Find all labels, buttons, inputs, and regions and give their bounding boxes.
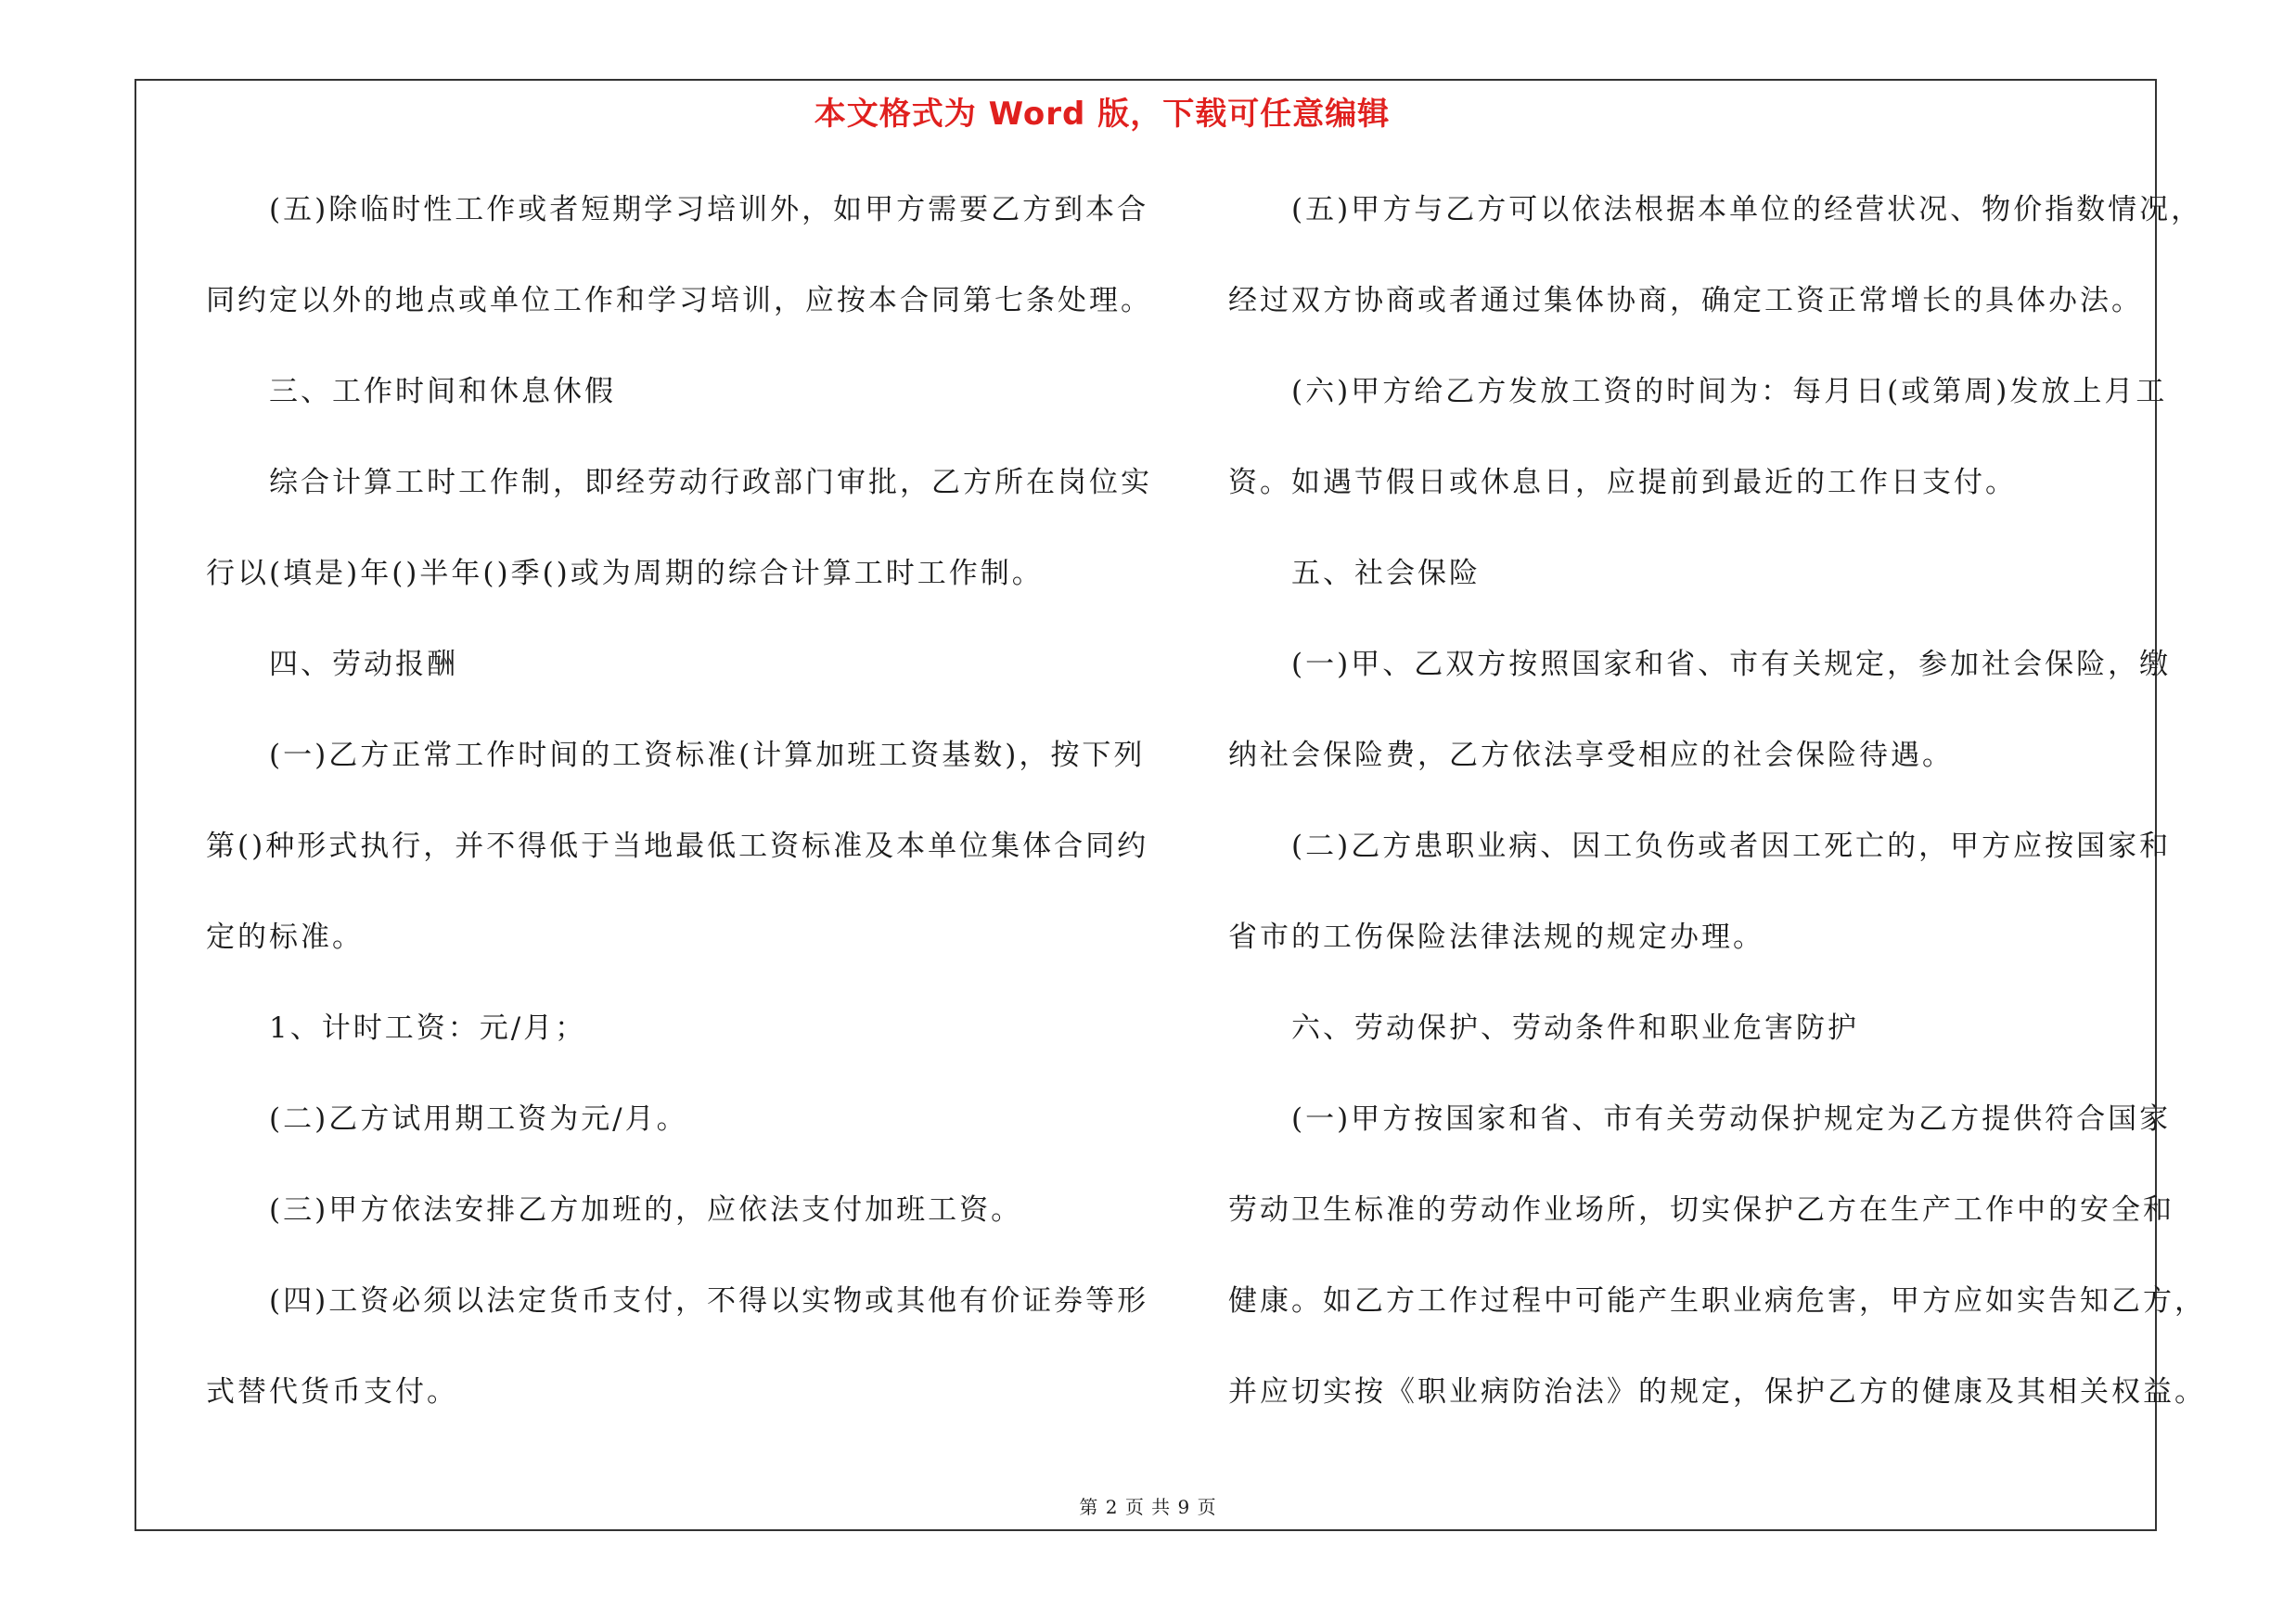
paragraph-line: (五)除临时性工作或者短期学习培训外，如甲方需要乙方到本合 <box>269 193 1149 226</box>
paragraph-line: 行以(填是)年()半年()季()或为周期的综合计算工时工作制。 <box>206 557 1044 590</box>
paragraph-line: 纳社会保险费，乙方依法享受相应的社会保险待遇。 <box>1228 739 1954 772</box>
paragraph-line: 式替代货币支付。 <box>206 1375 458 1409</box>
section-heading: 五、社会保险 <box>1291 557 1481 590</box>
section-heading: 六、劳动保护、劳动条件和职业危害防护 <box>1291 1011 1859 1045</box>
paragraph-line: (四)工资必须以法定货币支付，不得以实物或其他有价证券等形 <box>269 1284 1149 1318</box>
paragraph-line: 资。如遇节假日或休息日，应提前到最近的工作日支付。 <box>1228 466 2017 499</box>
paragraph-line: 第()种形式执行，并不得低于当地最低工资标准及本单位集体合同约 <box>206 830 1149 863</box>
paragraph-line: 省市的工伤保险法律法规的规定办理。 <box>1228 921 1764 954</box>
section-heading: 三、工作时间和休息休假 <box>269 375 616 408</box>
paragraph-line: (五)甲方与乙方可以依法根据本单位的经营状况、物价指数情况， <box>1291 193 2203 226</box>
paragraph-line: 健康。如乙方工作过程中可能产生职业病危害，甲方应如实告知乙方， <box>1228 1284 2206 1318</box>
format-notice-banner: 本文格式为 Word 版，下载可任意编辑 <box>814 96 1391 133</box>
paragraph-line: (六)甲方给乙方发放工资的时间为：每月日(或第周)发放上月工 <box>1291 375 2168 408</box>
paragraph-line: (一)甲方按国家和省、市有关劳动保护规定为乙方提供符合国家 <box>1291 1102 2172 1136</box>
paragraph-line: (三)甲方依法安排乙方加班的，应依法支付加班工资。 <box>269 1193 1023 1227</box>
paragraph-line: 综合计算工时工作制，即经劳动行政部门审批，乙方所在岗位实 <box>269 466 1152 499</box>
paragraph-line: 定的标准。 <box>206 921 364 954</box>
page-number: 第 2 页 共 9 页 <box>1079 1496 1217 1518</box>
paragraph-line: 并应切实按《职业病防治法》的规定，保护乙方的健康及其相关权益。 <box>1228 1375 2206 1409</box>
paragraph-line: 同约定以外的地点或单位工作和学习培训，应按本合同第七条处理。 <box>206 284 1152 317</box>
paragraph-line: (二)乙方试用期工资为元/月。 <box>269 1102 688 1136</box>
paragraph-line: (一)甲、乙双方按照国家和省、市有关规定，参加社会保险，缴 <box>1291 648 2172 681</box>
paragraph-line: 1、计时工资：元/月； <box>269 1011 587 1045</box>
paragraph-line: 劳动卫生标准的劳动作业场所，切实保护乙方在生产工作中的安全和 <box>1228 1193 2174 1227</box>
section-heading: 四、劳动报酬 <box>269 648 458 681</box>
paragraph-line: (一)乙方正常工作时间的工资标准(计算加班工资基数)，按下列 <box>269 739 1146 772</box>
paragraph-line: (二)乙方患职业病、因工负伤或者因工死亡的，甲方应按国家和 <box>1291 830 2172 863</box>
paragraph-line: 经过双方协商或者通过集体协商，确定工资正常增长的具体办法。 <box>1228 284 2143 317</box>
